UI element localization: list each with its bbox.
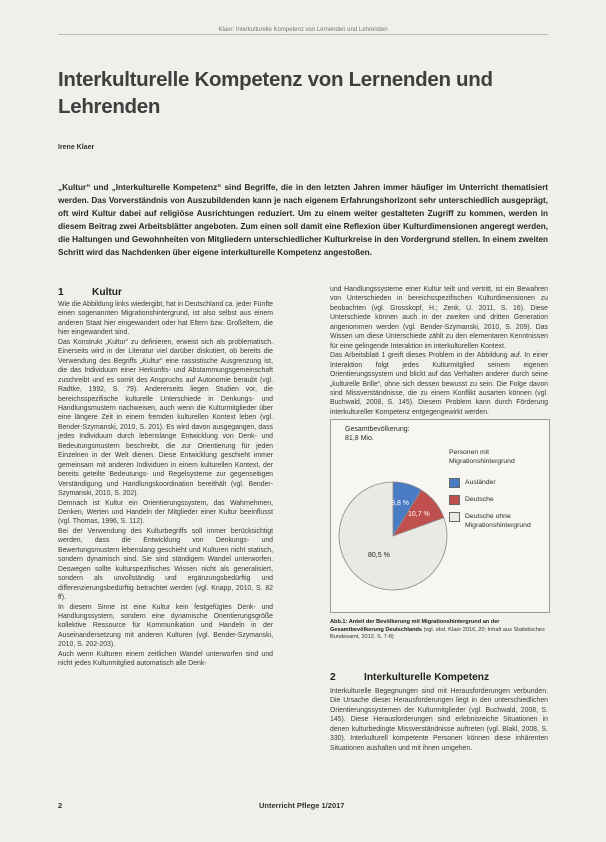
header-divider (58, 34, 548, 35)
left-column (58, 300, 273, 669)
running-head: Klaer: Interkulturelle Kompetenz von Lernenden und Lehrenden (218, 27, 388, 33)
author-name: Irene Klaer (58, 144, 95, 151)
paragraph: Das Arbeitsblatt 1 greift dieses Problem in der Abbildung auf. In einer Interaktion folgt jedes Kulturmitglied seinem eigenen Orientierungssystem und blickt auf das Verhalten anderer durch seine „kulturelle Brille“, ohne sich dessen bewusst zu sein. Die Folge davon sind Missverständnisse, die zu einem Konflikt ausarten können (vgl. Buchwald, 2008, S. 145). Diesem Problem kann durch Förderung interkultureller Kompetenz entgegengewirkt werden. (330, 352, 548, 416)
section-title: Interkulturelle Kompetenz (364, 672, 490, 683)
slice-label-deutsche: 10,7 % (407, 510, 430, 518)
section-number: 1 (58, 287, 64, 298)
article-title: Interkulturelle Kompetenz von Lernenden und Lehrenden (58, 68, 493, 118)
population-pie-figure (330, 419, 550, 613)
legend-item-deutsche (449, 495, 537, 505)
legend-item-ohne-migration (449, 512, 537, 530)
section-heading-kultur (58, 287, 122, 298)
legend-heading: Personen mit Migrationshintergrund (449, 449, 515, 465)
slice-label-ohne-migration: 80,5 % (368, 551, 390, 559)
figure-caption (330, 619, 548, 642)
section-number: 2 (330, 672, 336, 683)
right-column-bottom (330, 687, 548, 753)
paragraph: und Handlungssysteme einer Kultur teilt und vertritt, ist ein Bewahren von Unterschieden in bereichsspezifischen Kulturdimensionen zu beobachten (vgl. Grosskopf, H.; Zenk, U. 2011, S. 16). Diese Unterschiede können auch in der zweiten und dritten Generation angenommen werden (vgl. Bender-Szymanski, 2010, S. 209). Das Wissen um diese Unterschiede zählt zu den elementaren Kenntnissen für eine gelingende Interaktion im interkulturellen Kontext. (330, 286, 548, 350)
paragraph: Interkulturelle Begegnungen sind mit Herausforderungen verbunden. Die Ursache dieser Herausforderungen liegt in den unterschiedlichen Orientierungssystemen der Kulturmitglieder (vgl. Buchwald, 2008, S. 145). Diese Herausforderungen sind erlebnisreiche Situationen in denen kulturbedingte Missverständnisse auftreten (vgl. Blakl, 2008, S. 330). Interkulturell kompetente Personen können diese inhärenten Situationen aushalten und mit ihnen umgehen. (330, 688, 548, 752)
legend-label: Deutsche ohne Migrationshintergrund (465, 513, 531, 529)
legend-swatch (449, 512, 460, 522)
caption-bold: Abb.1: Anteil der Bevölkerung mit Migrationshintergrund an der Gesamtbevölkerung Deutschlands (330, 619, 500, 633)
legend-label: Ausländer (465, 479, 496, 486)
legend-swatch (449, 495, 460, 505)
paragraph: Bei der Verwendung des Kulturbegriffs soll immer berücksichtigt werden, dass die Entwicklung von Denkungs- und Bewertungsmustern lebenslang geschieht und Kulturen nicht statisch, sondern dynamisch sind. Sie sind ständigem Wandel unterworfen. Deswegen sollte kulturspezifisches Wissen nicht als generalisiert, sondern als unvollständig und ergänzungsbedürftig und differenzierungsbedürftig betrachtet werden (vgl. Knapp, 2010, S. 82 ff). (58, 527, 273, 602)
slice-label-auslaender: 8,8 % (391, 499, 410, 507)
right-column-top (330, 285, 548, 417)
legend-swatch (449, 478, 460, 488)
legend-label: Deutsche (465, 496, 494, 503)
caption-source: (vgl. ebd. Klaer 2016, 20; Inhalt aus Statistisches Bundesamt, 2012, S. 7-8) (330, 626, 545, 641)
chart-title-line: 81,8 Mio. (345, 435, 374, 442)
section-title: Kultur (92, 287, 122, 298)
paragraph: Demnach ist Kultur ein Orientierungssystem, das Wahrnehmen, Denken, Werten und Handeln der Mitglieder einer Kultur beeinflusst (vgl. Thomas, 1996, S. 112). (58, 499, 273, 526)
paragraph: Das Konstrukt „Kultur“ zu definieren, erweist sich als problematisch. Einerseits wird in der Literatur viel darüber diskutiert, ob bereits die Verwendung des Begriffs „Kultur“ eine rassistische Ausgrenzung ist, die das Individuum einer Herkunfts- und Abstammungsgemeinschaft zuschreibt und es somit des Anspruchs auf Autonomie beraubt (vgl. Radtke, 1992, S. 79). Andererseits liegen Studien vor, die bereichsspezifische kulturelle Unterschiede in Denkungs- und Handlungsmustern nachweisen, auch wenn die Kulturmitglieder über eine längere Zeit in einem fremden kulturellen Kontext leben (vgl. Bender-Szymanski, 2010, S. 201). Es wird davon ausgegangen, dass jedes Individuum durch lebenslange Entwicklung von Denk- und Bedeutungsmustern beschreibt, die zur Orientierung für jeden Einzelnen in der Welt dienen. Diese Entwicklung geschieht immer gemeinsam mit anderen Individuen in einem kulturellen Kontext, der bereits geteilte Bedeutungs- und Regelsysteme zur gegenseitigen Verständigung und Handlungskoordination bereithält (vgl. Bender-Szymanski, 2010, S. 202). (58, 338, 273, 498)
page-number: 2 (58, 801, 63, 810)
paragraph: In diesem Sinne ist eine Kultur kein festgefügtes Denk- und Handlungssystem, sondern eine dynamische Orientierungsgröße kollektive Ressource für Kommunikation und Handeln in der Auseinandersetzung mit anderen Kulturen (vgl. Bender-Szymanski, 2010, S. 202-203). (58, 603, 273, 649)
paragraph: Auch wenn Kulturen einem zeitlichen Wandel unterworfen sind und nicht jedes Kulturmitglied automatisch alle Denk- (58, 650, 273, 668)
magazine-issue: Unterricht Pflege 1/2017 (259, 801, 345, 810)
chart-title-line: Gesamtbevölkerung: (345, 426, 410, 433)
section-heading-kompetenz (330, 672, 489, 683)
article-intro: „Kultur“ und „Interkulturelle Kompetenz“ sind Begriffe, die in den letzten Jahren immer häufiger im Unterricht thematisiert werden. Das Vorverständnis von Auszubildenden kann je nach eigenem Erfahrungshorizont sehr unterschiedlich ausgeprägt, oft wird Kultur dabei auf religiöse Ausrichtungen reduziert. Um zu einem weiter gestalteten Zugriff zu kommen, werden in diesem Beitrag zwei Arbeitsblätter angeboten. Zum einen soll damit eine Reflexion über Kulturdimensionen angeregt werden, die Haltungen und Gewohnheiten von Mitgliedern unterschiedlicher Kulturkreise in den Vordergrund stellen. In einem zweiten Schritt wird das Nachdenken über eigene interkulturelle Kompetenz angestoßen. (58, 183, 548, 258)
paragraph: Wie die Abbildung links wiedergibt, hat in Deutschland ca. jeder Fünfte einen sogenannten Migrationshintergrund, ist also selbst aus einem anderen Staat hier eingewandert oder hat Eltern bzw. Großeltern, die hier eingewandert sind. (58, 301, 273, 337)
legend-item-auslaender (449, 478, 537, 488)
